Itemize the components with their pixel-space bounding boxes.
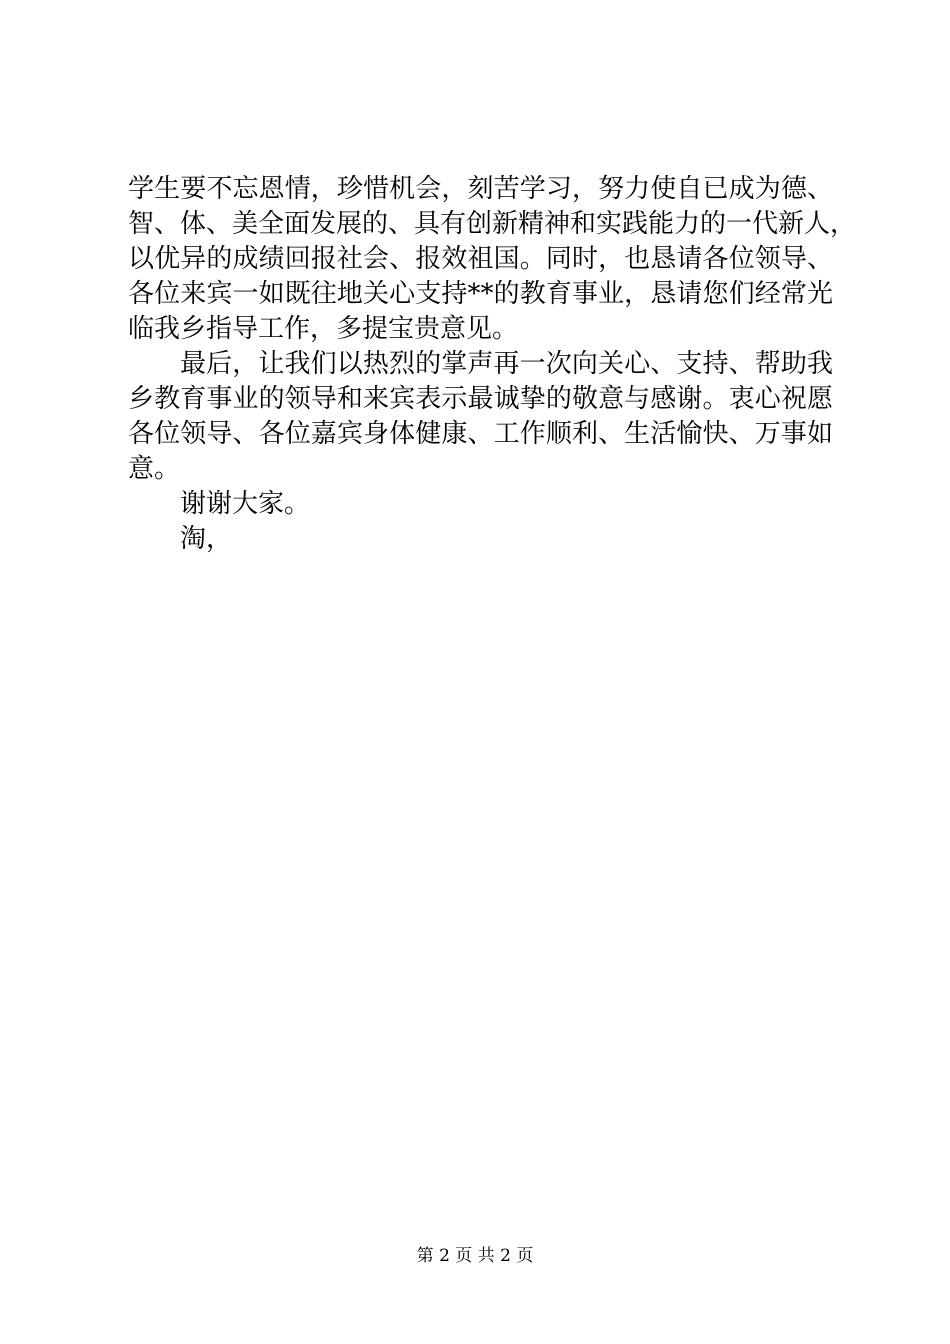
paragraph-fragment: 淘， bbox=[180, 524, 233, 554]
text-line: 最后，让我们以热烈的掌声再一次向关心、支持、帮助我 bbox=[180, 349, 833, 379]
text-line: 各位来宾一如既往地关心支持**的教育事业，恳请您们经常光 bbox=[128, 279, 833, 309]
text-line: 智、体、美全面发展的、具有创新精神和实践能力的一代新人， bbox=[128, 209, 857, 239]
paragraph-closing-remarks bbox=[128, 172, 857, 347]
page-number-footer: 第 2 页 共 2 页 bbox=[416, 1246, 534, 1266]
text-line: 临我乡指导工作，多提宝贵意见。 bbox=[128, 314, 519, 344]
paragraph-thanks bbox=[128, 347, 833, 487]
text-line: 各位领导、各位嘉宾身体健康、工作顺利、生活愉快、万事如 bbox=[128, 419, 833, 449]
paragraph-thank-you: 谢谢大家。 bbox=[180, 489, 311, 519]
text-line: 意。 bbox=[128, 454, 181, 484]
text-line: 以优异的成绩回报社会、报效祖国。同时，也恳请各位领导、 bbox=[128, 244, 833, 274]
text-line: 乡教育事业的领导和来宾表示最诚挚的敬意与感谢。衷心祝愿 bbox=[128, 384, 833, 414]
text-line: 学生要不忘恩情，珍惜机会，刻苦学习，努力使自已成为德、 bbox=[128, 174, 833, 204]
document-body bbox=[128, 172, 857, 557]
